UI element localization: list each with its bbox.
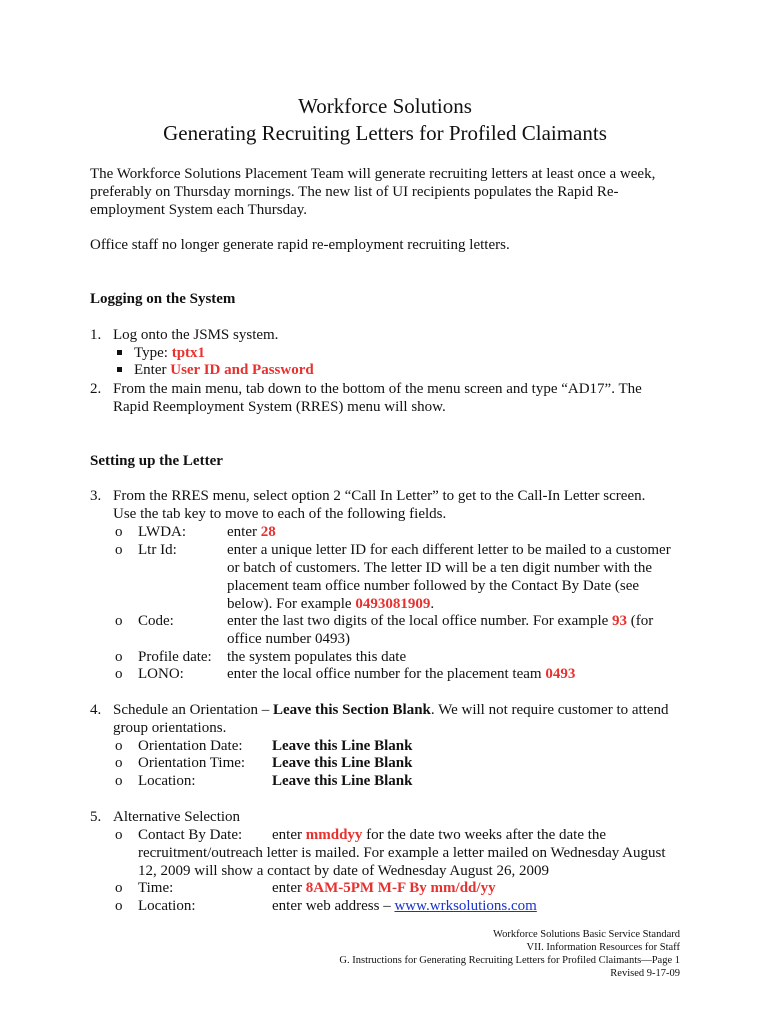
footer-line-3: G. Instructions for Generating Recruiting Letters for Profiled Claimants—Page 1 [339,955,680,966]
bullet-enter [117,361,314,379]
ltr-example-suffix: . [430,596,435,612]
field-desc-ltr-1: enter a unique letter ID for each different letter to be mailed to a customer [227,542,671,558]
page-title: Workforce Solutions [298,94,472,118]
footer-line-2: VII. Information Resources for Staff [526,942,680,953]
step-1-number: 1. [90,327,102,343]
field-desc-contact-1 [272,826,606,844]
step-5-text: Alternative Selection [113,809,241,825]
intro-line-2: preferably on Thursday mornings. The new list of UI recipients populates the Rapid Re- [90,184,619,200]
ltr-example-value: 0493081909 [355,596,431,612]
field-desc-code-2: office number 0493) [227,631,351,647]
step-2-number: 2. [90,381,102,397]
field-label-lwda: LWDA: [138,524,187,540]
footer-line-4: Revised 9-17-09 [610,968,680,979]
lono-value: 0493 [545,666,576,682]
footer-line-1: Workforce Solutions Basic Service Standard [493,929,680,940]
bullet-type-label: Type: [134,345,172,361]
field-label-profile-date: Profile date: [138,649,212,665]
step-3-number: 3. [90,488,102,504]
step-1-text: Log onto the JSMS system. [113,327,279,343]
step-3-line-2: Use the tab key to move to each of the following fields. [113,506,447,522]
section-heading-logging: Logging on the System [90,291,236,307]
circle-bullet: o [115,773,123,789]
location-prefix: enter web address – [272,898,395,914]
field-label-orientation-time: Orientation Time: [138,755,246,771]
step-4-line-1 [113,701,669,719]
step-5-number: 5. [90,809,102,825]
field-desc-contact-3: 12, 2009 will show a contact by date of Wednesday August 26, 2009 [138,863,549,879]
bullet-type [117,344,205,362]
field-desc-contact-2: recruitment/outreach letter is mailed. For example a letter mailed on Wednesday August [138,845,666,861]
circle-bullet: o [115,542,123,558]
circle-bullet: o [115,755,123,771]
field-label-location: Location: [138,898,196,914]
contact-value: mmddyy [305,827,363,843]
step-4-bold: Leave this Section Blank [272,702,431,718]
orientation-time-blank: Leave this Line Blank [272,755,413,771]
field-desc-code-1 [227,612,653,630]
field-label-code: Code: [138,613,174,629]
field-desc-ltr-2: or batch of customers. The letter ID will be a ten digit number with the [227,560,653,576]
field-label-contact-by-date: Contact By Date: [138,827,243,843]
field-label-lono: LONO: [138,666,184,682]
orientation-date-blank: Leave this Line Blank [272,738,413,754]
circle-bullet: o [115,880,123,896]
code-prefix: enter the last two digits of the local office number. For example [227,613,613,629]
circle-bullet: o [115,613,123,629]
intro-line-3: employment System each Thursday. [90,202,308,218]
square-bullet-icon [117,350,122,355]
lono-prefix: enter the local office number for the placement team [227,666,546,682]
orientation-location-blank: Leave this Line Blank [272,773,413,789]
intro-line-1: The Workforce Solutions Placement Team will generate recruiting letters at least once a week, [90,166,656,182]
code-suffix: (for [627,613,654,629]
ltr-example-prefix: below). For example [227,596,356,612]
circle-bullet: o [115,524,123,540]
circle-bullet: o [115,898,123,914]
lwda-value: 28 [260,524,276,540]
page-subtitle: Generating Recruiting Letters for Profiled Claimants [163,121,607,145]
step-4-prefix: Schedule an Orientation – [113,702,273,718]
field-desc-lwda [227,523,276,541]
bullet-enter-label: Enter [134,362,171,378]
bullet-type-value: tptx1 [171,345,206,361]
field-label-ltr-id: Ltr Id: [138,542,177,558]
time-value: 8AM-5PM M-F By mm/dd/yy [305,880,496,896]
step-3-line-1: From the RRES menu, select option 2 “Call In Letter” to get to the Call-In Letter screen. [113,488,646,504]
step-4-suffix: . We will not require customer to attend [430,702,669,718]
circle-bullet: o [115,827,123,843]
square-bullet-icon [117,367,122,372]
circle-bullet: o [115,738,123,754]
bullet-enter-value: User ID and Password [170,362,314,378]
website-link[interactable]: www.wrksolutions.com [394,898,537,914]
time-prefix: enter [272,880,306,896]
field-desc-ltr-3: placement team office number followed by the Contact By Date (see [227,578,640,594]
circle-bullet: o [115,649,123,665]
field-desc-ltr-4 [227,595,434,613]
step-2-line-1: From the main menu, tab down to the bottom of the menu screen and type “AD17”. The [113,381,642,397]
contact-suffix: for the date two weeks after the date the [362,827,607,843]
contact-prefix: enter [272,827,306,843]
intro-paragraph-2: Office staff no longer generate rapid re-employment recruiting letters. [90,237,510,253]
field-desc-lono [227,665,575,683]
circle-bullet: o [115,666,123,682]
code-value: 93 [612,613,628,629]
field-label-orientation-date: Orientation Date: [138,738,243,754]
section-heading-setup: Setting up the Letter [90,453,223,469]
field-label-time: Time: [138,880,174,896]
step-4-line-2: group orientations. [113,720,227,736]
lwda-prefix: enter [227,524,261,540]
step-2-line-2: Rapid Reemployment System (RRES) menu will show. [113,399,446,415]
field-desc-location [272,897,537,915]
step-4-number: 4. [90,702,102,718]
field-label-orientation-location: Location: [138,773,196,789]
field-desc-profile-date: the system populates this date [227,649,407,665]
field-desc-time [272,879,496,897]
